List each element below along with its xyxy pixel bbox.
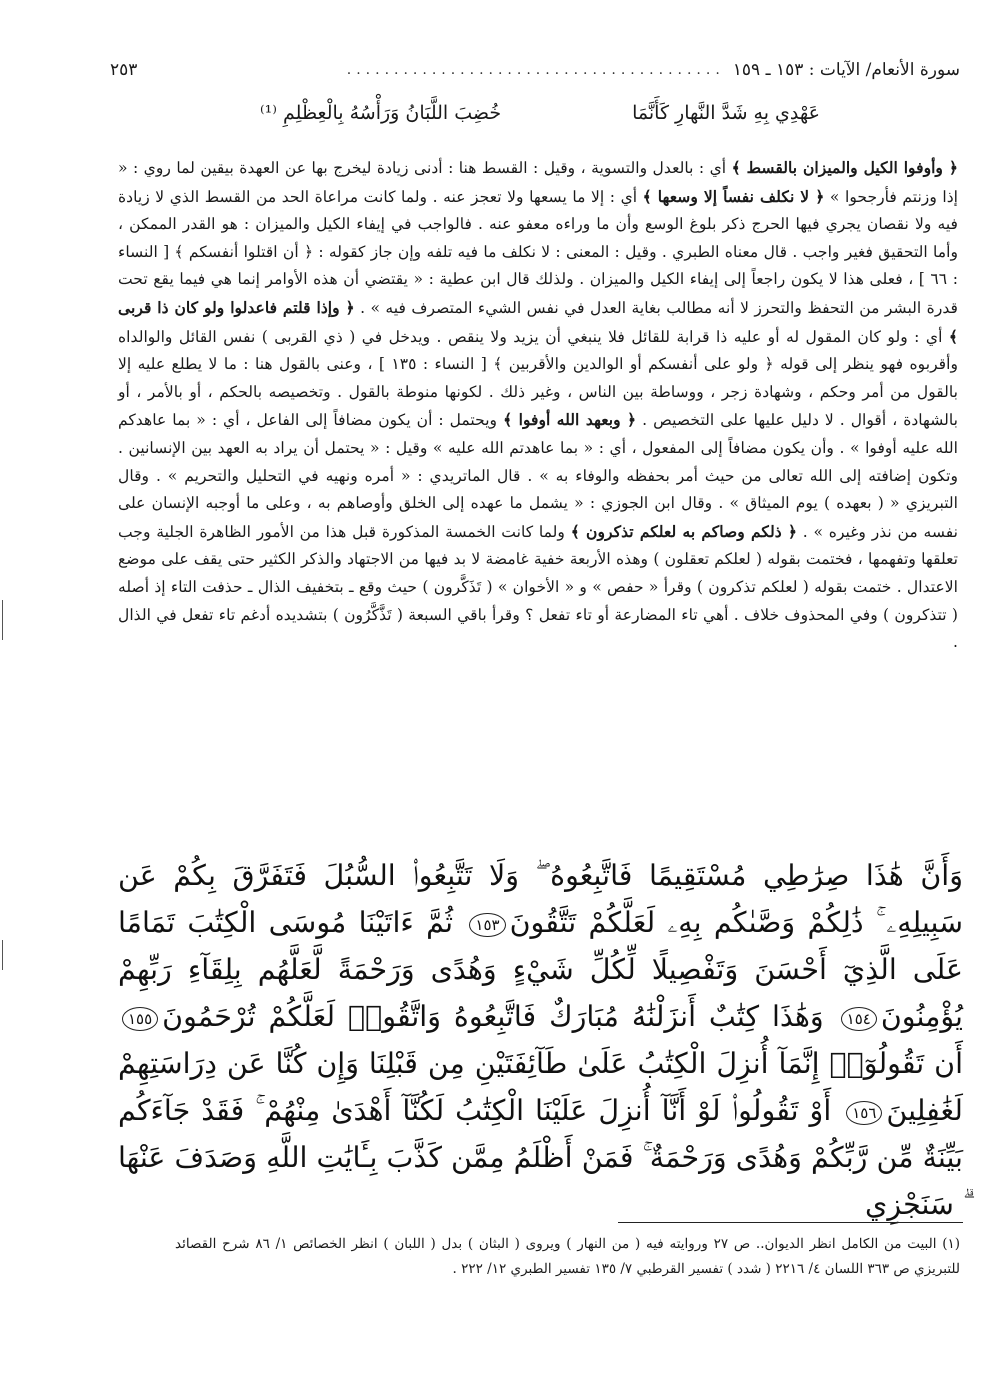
quran-text (118, 852, 963, 1228)
poetry-verse (260, 102, 820, 138)
ayah-154: ثُمَّ ءَاتَيْنَا مُوسَى الْكِتَٰبَ تَمَامًا عَلَى الَّذِيٓ أَحْسَنَ وَتَفْصِيلًا لِّكُلِّ شَيْءٍ وَهُدًى وَرَحْمَةً لَّعَلَّهُم بِلِقَآءِ رَبِّهِمْ يُؤْمِنُونَ (118, 906, 963, 1033)
surah-title: سورة الأنعام/ الآيات : ١٥٣ ـ ١٥٩ (732, 60, 960, 80)
ayah-number-156: ١٥٦ (846, 1101, 882, 1125)
quote-kayl: ﴿ وأوفوا الكيل والميزان بالقسط ﴾ (731, 158, 959, 177)
ayah-153: وَأَنَّ هَٰذَا صِرَٰطِي مُسْتَقِيمًا فَاتَّبِعُوهُ ۖ وَلَا تَتَّبِعُوا۟ السُّبُلَ فَتَفَرَّقَ بِكُمْ عَن سَبِيلِهِۦ ۚ ذَٰلِكُمْ وَصَّىٰكُم بِهِۦ لَعَلَّكُمْ تَتَّقُونَ (118, 859, 963, 939)
scan-margin-mark (2, 940, 3, 970)
commentary-span: أي : إلا ما يسعها ولا تعجز عنه . ولما كانت مراعاة الحد من القسط الذي لا زيادة فيه ولا نقصان يجري فيها الحرج ذكر بلوغ الوسع وأن ما وراءه معفو عنه . فالواجب في إيفاء الكيل والميزان : هو القدر الممكن ، وأما التحقيق فغير واجب . قال معناه الطبري . وقيل : المعنى : لا نكلف ما فيه تلفه وإن جاز كقوله : ﴿ أن اقتلوا أنفسكم ﴾ [ النساء : ٦٦ ] ، فعلى هذا لا يكون راجعاً إلى إيفاء الكيل والميزان . ولذلك قال ابن عطية : « يقتضي أن هذه الأوامر إنما هي فيما يقع تحت قدرة البشر من التحفظ والتحرز لا أنه مطالب بغاية العدل في نفس الشيء المتصرف فيه » . (118, 187, 958, 317)
quote-fadilu: ﴿ وإذا قلتم فاعدلوا ولو كان ذا قربى ﴾ (118, 297, 958, 346)
commentary-span: ويحتمل : أن يكون مضافاً إلى الفاعل ، أي : « بما عاهدكم الله عليه أوفوا » . وأن يكون مضافاً إلى المفعول ، أي : « بما عاهدتم الله عليه » وقيل : « يحتمل أن يراد به العهد بين الإنسانين . وتكون إضافته إلى الله تعالى من حيث أمر بحفظه والوفاء به » . قال الماتريدي : « أمره ونهيه في التحليل والتحريم » . وقال التبريزي « ( بعهده ) يوم الميثاق » . وقال ابن الجوزي : « يشمل ما عهده إلى الخلق وأوصاهم به ، وعلى ما أوجبه الإنسان على نفسه من نذر وغيره » . (118, 411, 958, 541)
verse-first-hemistich: عَهْدِي بِهِ شَدَّ النَّهارِ كَأَنَّمَا (632, 102, 820, 124)
quote-la-nukallif: ﴿ لا نكلف نفساً إلا وسعها ﴾ (642, 186, 825, 206)
ayah-156: أَن تَقُولُوٓا۟ إِنَّمَآ أُنزِلَ الْكِتَٰبُ عَلَىٰ طَآئِفَتَيْنِ مِن قَبْلِنَا وَإِن كُنَّا عَن دِرَاسَتِهِمْ لَغَٰفِلِينَ (118, 1047, 963, 1127)
quote-dhalikum: ﴿ ذلكم وصاكم به لعلكم تذكرون ﴾ (570, 521, 798, 541)
commentary-span: أي : بالعدل والتسوية ، وقيل : القسط هنا : أدنى زيادة ليخرج بها عن العهدة بيقين لما روي : « إذا وزنتم فأرجحوا » (118, 159, 959, 206)
footnote: (١) البيت من الكامل انظر الديوان.. ص ٢٧ وروايته فيه ( من النهار ) ويروى ( البثان ) بدل ( اللبان ) انظر الخصائص ١/ ٨٦ شرح القصائد للتبريزي ص ٣٦٣ اللسان ٤/ ٢٢١٦ ( شدد ) تفسير القرطبي ٧/ ١٣٥ تفسير الطبري ١٢/ ٢٢٢ . (175, 1236, 961, 1277)
commentary-span: أي : ولو كان المقول له أو عليه ذا قرابة للقائل فلا ينبغي أن يزيد ولا ينقص . ويدخل في ( ذي القربى ) نفس القائل والوالداه وأقربوه فهو ينظر إلى قوله ﴿ ولو على أنفسكم أو الوالدين والأقربين ﴾ [ النساء : ١٣٥ ] ، وعنى بالقول هنا : ما لا يطلع عليه إلا بالقول من أمر وحكم ، وشهادة زجر ، ووساطة بين الناس ، وغير ذلك . لكونها منوطة بالقول . وتخصيصه بالحكم ، أو بالأمر ، أو بالشهادة ، أقوال . لا دليل عليها على التخصيص . (118, 327, 959, 430)
leader-dots: ........................................ (346, 62, 725, 78)
quote-ahd: ﴿ وبعهد الله أوفوا ﴾ (503, 410, 637, 430)
ayah-number-155: ١٥٥ (122, 1007, 158, 1031)
footnote-rule (618, 1222, 963, 1223)
ayah-157: أَوْ تَقُولُوا۟ لَوْ أَنَّآ أُنزِلَ عَلَيْنَا الْكِتَٰبُ لَكُنَّآ أَهْدَىٰ مِنْهُمْ ۚ فَقَدْ جَآءَكُم بَيِّنَةٌ مِّن رَّبِّكُمْ وَهُدًى وَرَحْمَةٌ ۚ فَمَنْ أَظْلَمُ مِمَّن كَذَّبَ بِـَٔايَٰتِ اللَّهِ وَصَدَفَ عَنْهَا ۗ سَنَجْزِي (118, 1094, 963, 1221)
verse-second-hemistich: خُضِبَ اللَّبَانُ وَرَأْسُهُ بِالْعِظْلِمِ ⁽¹⁾ (260, 102, 502, 124)
ayah-number-153: ١٥٣ (469, 913, 505, 937)
commentary-span: ولما كانت الخمسة المذكورة قبل هذا من الأمور الظاهرة الجلية وجب تعلقها وتفهمها ، فختمت بقوله ( لعلكم تعقلون ) وهذه الأربعة خفية غامضة لا بد فيها من الاجتهاد والذكر الكثير حتى يقف على موضع الاعتدال . ختمت بقوله ( لعلكم تذكرون ) وقرأ « حفص » و « الأخوان » ( تَذَكَّرون ) حيث وقع ـ بتخفيف الذال ـ حذفت التاء إذ أصله ( تتذكرون ) وفي المحذوف خلاف . أهي تاء المضارعة أو تاء تفعل ؟ وقرأ باقي السبعة ( تَذَّكَّرُون ) بتشديده أدغم تاء تفعل في الذال . (118, 522, 958, 652)
commentary-body (118, 154, 958, 657)
scan-margin-mark (2, 600, 3, 640)
running-header (110, 52, 960, 88)
ayah-number-154: ١٥٤ (841, 1007, 877, 1031)
page-number: ٢٥٣ (110, 60, 138, 80)
ayah-155: وَهَٰذَا كِتَٰبٌ أَنزَلْنَٰهُ مُبَارَكٌ فَاتَّبِعُوهُ وَاتَّقُوا۟ لَعَلَّكُمْ تُرْحَمُونَ (162, 1000, 824, 1033)
